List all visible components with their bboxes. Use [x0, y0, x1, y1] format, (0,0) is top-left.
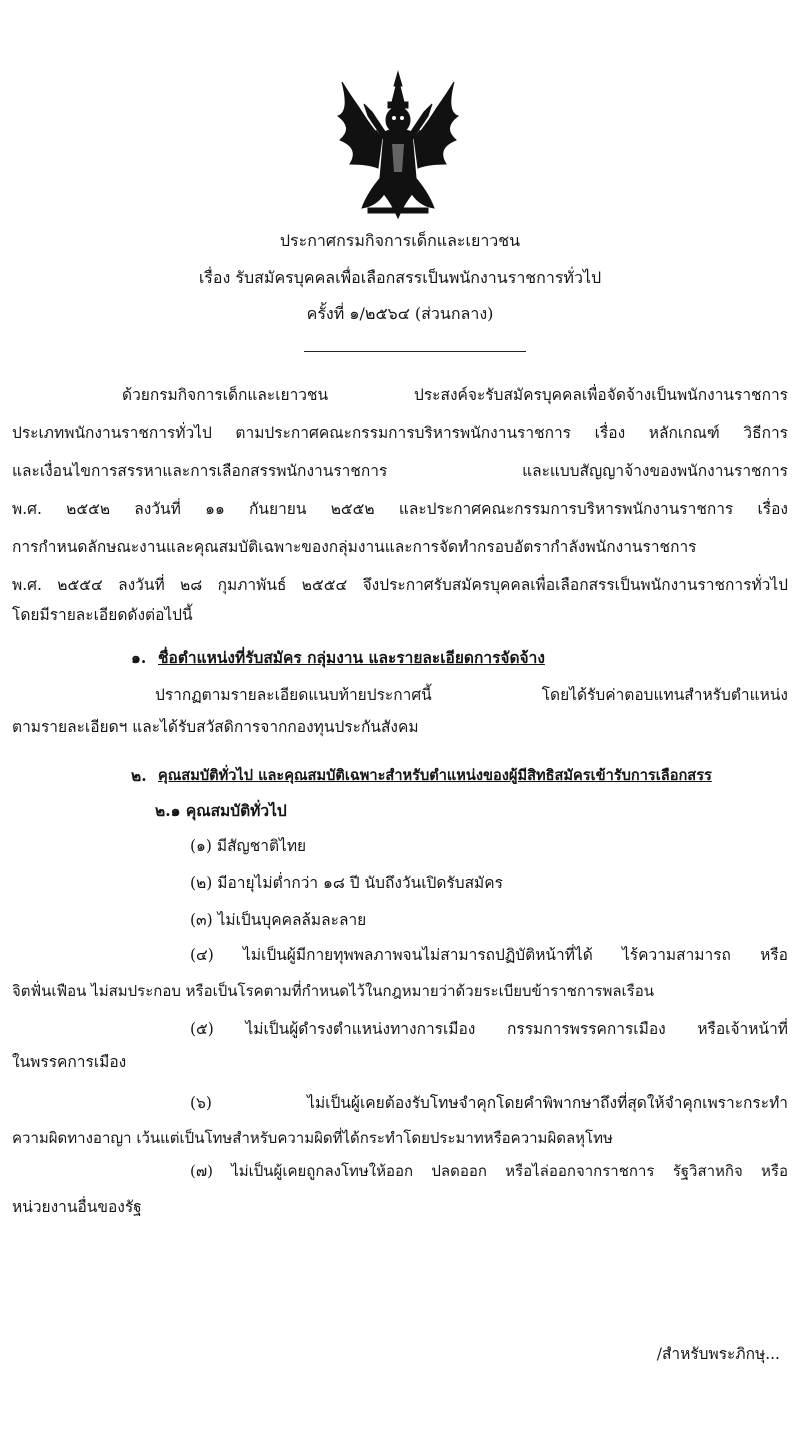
qualification-item-6-line-2: ความผิดทางอาญา เว้นแต่เป็นโทษสำหรับความผิดที่ได้กระทำโดยประมาทหรือความผิดลหุโทษ: [12, 1129, 613, 1147]
intro-line-7: โดยมีรายละเอียดดังต่อไปนี้: [12, 606, 193, 624]
section-1-title: ชื่อตำแหน่งที่รับสมัคร กลุ่มงาน และรายละเอียดการจัดจ้าง: [158, 648, 545, 667]
qualification-item-3: (๓) ไม่เป็นบุคคลล้มละลาย: [190, 911, 367, 929]
qualification-item-7-line-2: หน่วยงานอื่นของรัฐ: [12, 1198, 142, 1216]
section-1-body-2: ตามรายละเอียดฯ และได้รับสวัสดิการจากกองทุนประกันสังคม: [12, 718, 419, 736]
intro-line-2: ประเภทพนักงานราชการทั่วไป ตามประกาศคณะกรรมการบริหารพนักงานราชการ เรื่อง หลักเกณฑ์ วิธีการ: [12, 424, 788, 442]
announcement-issuer: ประกาศกรมกิจการเด็กและเยาวชน: [279, 231, 521, 250]
section-1-number: ๑.: [131, 648, 147, 667]
qualification-item-4-line-2: จิตฟั่นเฟือน ไม่สมประกอบ หรือเป็นโรคตามที่กำหนดไว้ในกฎหมายว่าด้วยระเบียบข้าราชการพลเรือน: [12, 982, 654, 1000]
section-2-1-title: ๒.๑ คุณสมบัติทั่วไป: [155, 801, 287, 820]
qualification-item-1: (๑) มีสัญชาติไทย: [190, 837, 307, 855]
intro-line-5: การกำหนดลักษณะงานและคุณสมบัติเฉพาะของกลุ่มงานและการจัดทำกรอบอัตรากำลังพนักงานราชการ: [12, 538, 697, 556]
intro-line-3: และเงื่อนไขการสรรหาและการเลือกสรรพนักงานราชการ และแบบสัญญาจ้างของพนักงานราชการ: [12, 462, 788, 480]
qualification-item-6-line-1: (๖) ไม่เป็นผู้เคยต้องรับโทษจำคุกโดยคำพิพากษาถึงที่สุดให้จำคุกเพราะกระทำ: [190, 1094, 788, 1112]
intro-line-1: ด้วยกรมกิจการเด็กและเยาวชน ประสงค์จะรับสมัครบุคคลเพื่อจัดจ้างเป็นพนักงานราชการ: [122, 386, 788, 404]
intro-line-4: พ.ศ. ๒๕๕๒ ลงวันที่ ๑๑ กันยายน ๒๕๕๒ และประกาศคณะกรรมการบริหารพนักงานราชการ เรื่อง: [12, 500, 788, 518]
announcement-number: ครั้งที่ ๑/๒๕๖๔ (ส่วนกลาง): [306, 304, 494, 323]
qualification-item-4-line-1: (๔) ไม่เป็นผู้มีกายทุพพลภาพจนไม่สามารถปฏิบัติหน้าที่ได้ ไร้ความสามารถ หรือ: [190, 946, 788, 964]
intro-line-6: พ.ศ. ๒๕๕๔ ลงวันที่ ๒๘ กุมภาพันธ์ ๒๕๕๔ จึงประกาศรับสมัครบุคคลเพื่อเลือกสรรเป็นพนักงานราชการทั่วไป: [12, 576, 788, 594]
section-2-title: คุณสมบัติทั่วไป และคุณสมบัติเฉพาะสำหรับตำแหน่งของผู้มีสิทธิสมัครเข้ารับการเลือกสรร: [158, 767, 712, 784]
qualification-item-2: (๒) มีอายุไม่ต่ำกว่า ๑๘ ปี นับถึงวันเปิดรับสมัคร: [190, 874, 503, 892]
qualification-item-5-line-1: (๕) ไม่เป็นผู้ดำรงตำแหน่งทางการเมือง กรรมการพรรคการเมือง หรือเจ้าหน้าที่: [190, 1020, 788, 1038]
continuation-note: /สำหรับพระภิกษุ...: [656, 1345, 780, 1363]
qualification-item-5-line-2: ในพรรคการเมือง: [12, 1053, 127, 1071]
header-divider: [304, 351, 526, 352]
garuda-emblem-icon: [328, 68, 468, 228]
qualification-item-7-line-1: (๗) ไม่เป็นผู้เคยถูกลงโทษให้ออก ปลดออก หรือไล่ออกจากราชการ รัฐวิสาหกิจ หรือ: [190, 1162, 788, 1180]
section-1-body-1: ปรากฏตามรายละเอียดแนบท้ายประกาศนี้ โดยได้รับค่าตอบแทนสำหรับตำแหน่ง: [155, 686, 788, 704]
announcement-subject: เรื่อง รับสมัครบุคคลเพื่อเลือกสรรเป็นพนักงานราชการทั่วไป: [198, 268, 602, 287]
section-2-number: ๒.: [131, 766, 147, 785]
